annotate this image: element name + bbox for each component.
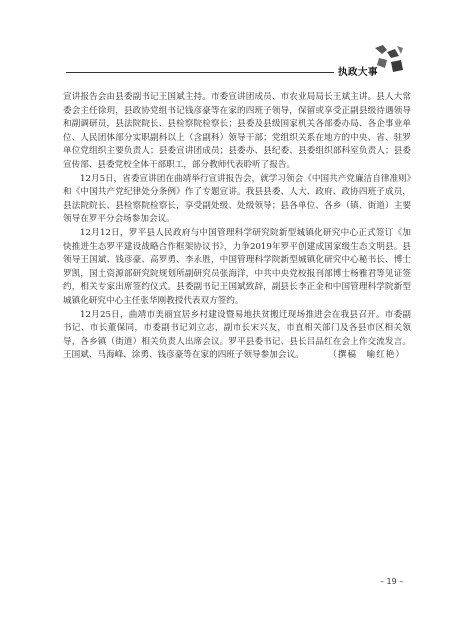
running-header-title: 执政大事 [338,67,379,78]
header-rule [66,72,334,73]
article-body [63,91,411,363]
paragraph: 12月12日，罗平县人民政府与中国管理科学研究院新型城镇化研究中心正式签订《加快推进生态罗平建设战略合作框架协议书》，力争2019年罗平创建成国家级生态文明县。县领导王国斌、钱彦豪、高罗勇、李永胜，中国管理科学院新型城镇化研究中心秘书长、博士罗凯，国土资源部研究院规划所副研究员张海洋，中共中央党校报刊部博士杨雅君等见证签约，相关专家出席签约仪式。县委副书记王国斌致辞，副县长李正金和中国管理科学院新型城镇化研究中心主任张华刚教授代表双方签约。 [63,227,411,306]
paragraph: 12月5日，省委宣讲团在曲靖举行宣讲报告会，就学习领会《中国共产党廉洁自律准则》和《中国共产党纪律处分条例》作了专题宣讲。我县县委、人大、政府、政协四班子成员，县法院院长、县检察院检察长，享受副处级、处级领导；县各单位、各乡（镇、街道）主要领导在罗平分会场参加会议。 [63,173,411,225]
paragraph: 12月25日，曲靖市美丽宜居乡村建设暨易地扶贫搬迁现场推进会在我县召开。市委副书记、市长董保同，市委副书记刘立志，副市长宋兴友，市直相关部门及各县市区相关领导，各乡镇（街道）相关负责人出席会议。罗平县委书记、县长吕品红在会上作交流发言。王国斌、马海峰、涂勇、钱彦豪等在家的四班子领导参加会议。 [63,309,411,361]
author-byline: （撰稿 喻红艳） [328,350,405,360]
page-number: – 19 – [380,577,404,586]
paragraph: 宣讲报告会由县委副书记王国斌主持。市委宣讲团成员、市农业局局长王斌主讲。县人大常委会主任徐玥，县政协党组书记钱彦豪等在家的四班子领导，保留或享受正副县级待遇领导和副调研员，县法院院长、县检察院检察长；县委及县级国家机关各部委办局、各企事业单位、人民团体部分实职副科以上（含副科）领导干部；党组织关系在地方的中央、省、驻罗单位党组织主要负责人；县委宣讲团成员；县委办、县纪委、县委组织部科室负责人；县委宣传部、县委党校全体干部职工，部分教师代表聆听了报告。 [63,92,411,170]
